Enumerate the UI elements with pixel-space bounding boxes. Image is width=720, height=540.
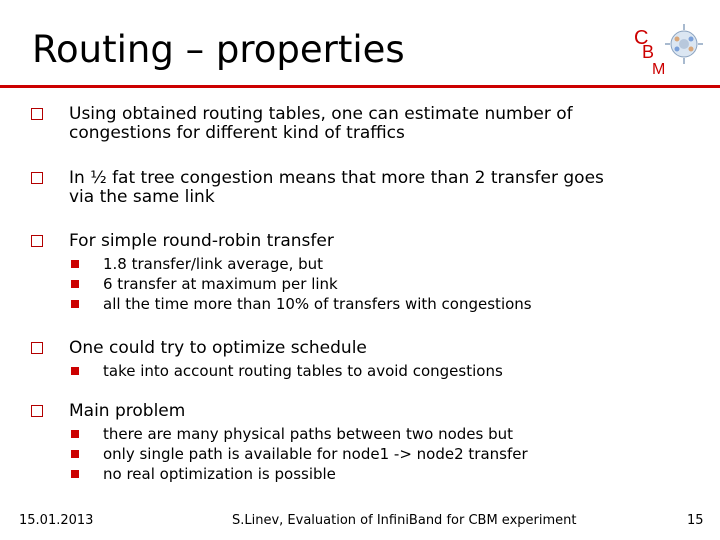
sub-bullet-text: there are many physical paths between two nodes but	[103, 425, 514, 443]
bullet-text: One could try to optimize schedule	[69, 338, 367, 358]
sub-bullet-text: take into account routing tables to avoid congestions	[103, 362, 503, 380]
square-bullet-icon	[31, 405, 43, 417]
bullet-text: For simple round-robin transfer	[69, 231, 334, 251]
filled-square-bullet-icon	[71, 470, 79, 478]
sub-bullet-text: all the time more than 10% of transfers with congestions	[103, 295, 532, 313]
page-number: 15	[687, 513, 704, 528]
filled-square-bullet-icon	[71, 450, 79, 458]
bullet-text-continued: via the same link	[69, 187, 215, 207]
square-bullet-icon	[31, 172, 43, 184]
svg-text:C: C	[634, 27, 649, 49]
filled-square-bullet-icon	[71, 430, 79, 438]
footer-date: 15.01.2013	[19, 513, 94, 528]
bullet-text: In ½ fat tree congestion means that more than 2 transfer goes	[69, 168, 604, 188]
square-bullet-icon	[31, 235, 43, 247]
sub-bullet-text: 1.8 transfer/link average, but	[103, 255, 324, 273]
sub-bullet-text: no real optimization is possible	[103, 465, 336, 483]
filled-square-bullet-icon	[71, 367, 79, 375]
bullet-text-continued: congestions for different kind of traffics	[69, 123, 405, 143]
filled-square-bullet-icon	[71, 260, 79, 268]
bullet-text: Main problem	[69, 401, 186, 421]
bullet-text: Using obtained routing tables, one can estimate number of	[69, 104, 573, 124]
filled-square-bullet-icon	[71, 300, 79, 308]
filled-square-bullet-icon	[71, 280, 79, 288]
square-bullet-icon	[31, 342, 43, 354]
svg-text:B: B	[642, 42, 655, 62]
sub-bullet-text: only single path is available for node1 -> node2 transfer	[103, 445, 528, 463]
footer-caption: S.Linev, Evaluation of InfiniBand for CBM experiment	[232, 513, 577, 528]
cbm-logo-icon	[632, 20, 704, 76]
svg-text:M: M	[652, 61, 666, 76]
slide-title: Routing – properties	[32, 28, 405, 71]
sub-bullet-text: 6 transfer at maximum per link	[103, 275, 338, 293]
title-underline	[0, 85, 720, 88]
square-bullet-icon	[31, 108, 43, 120]
